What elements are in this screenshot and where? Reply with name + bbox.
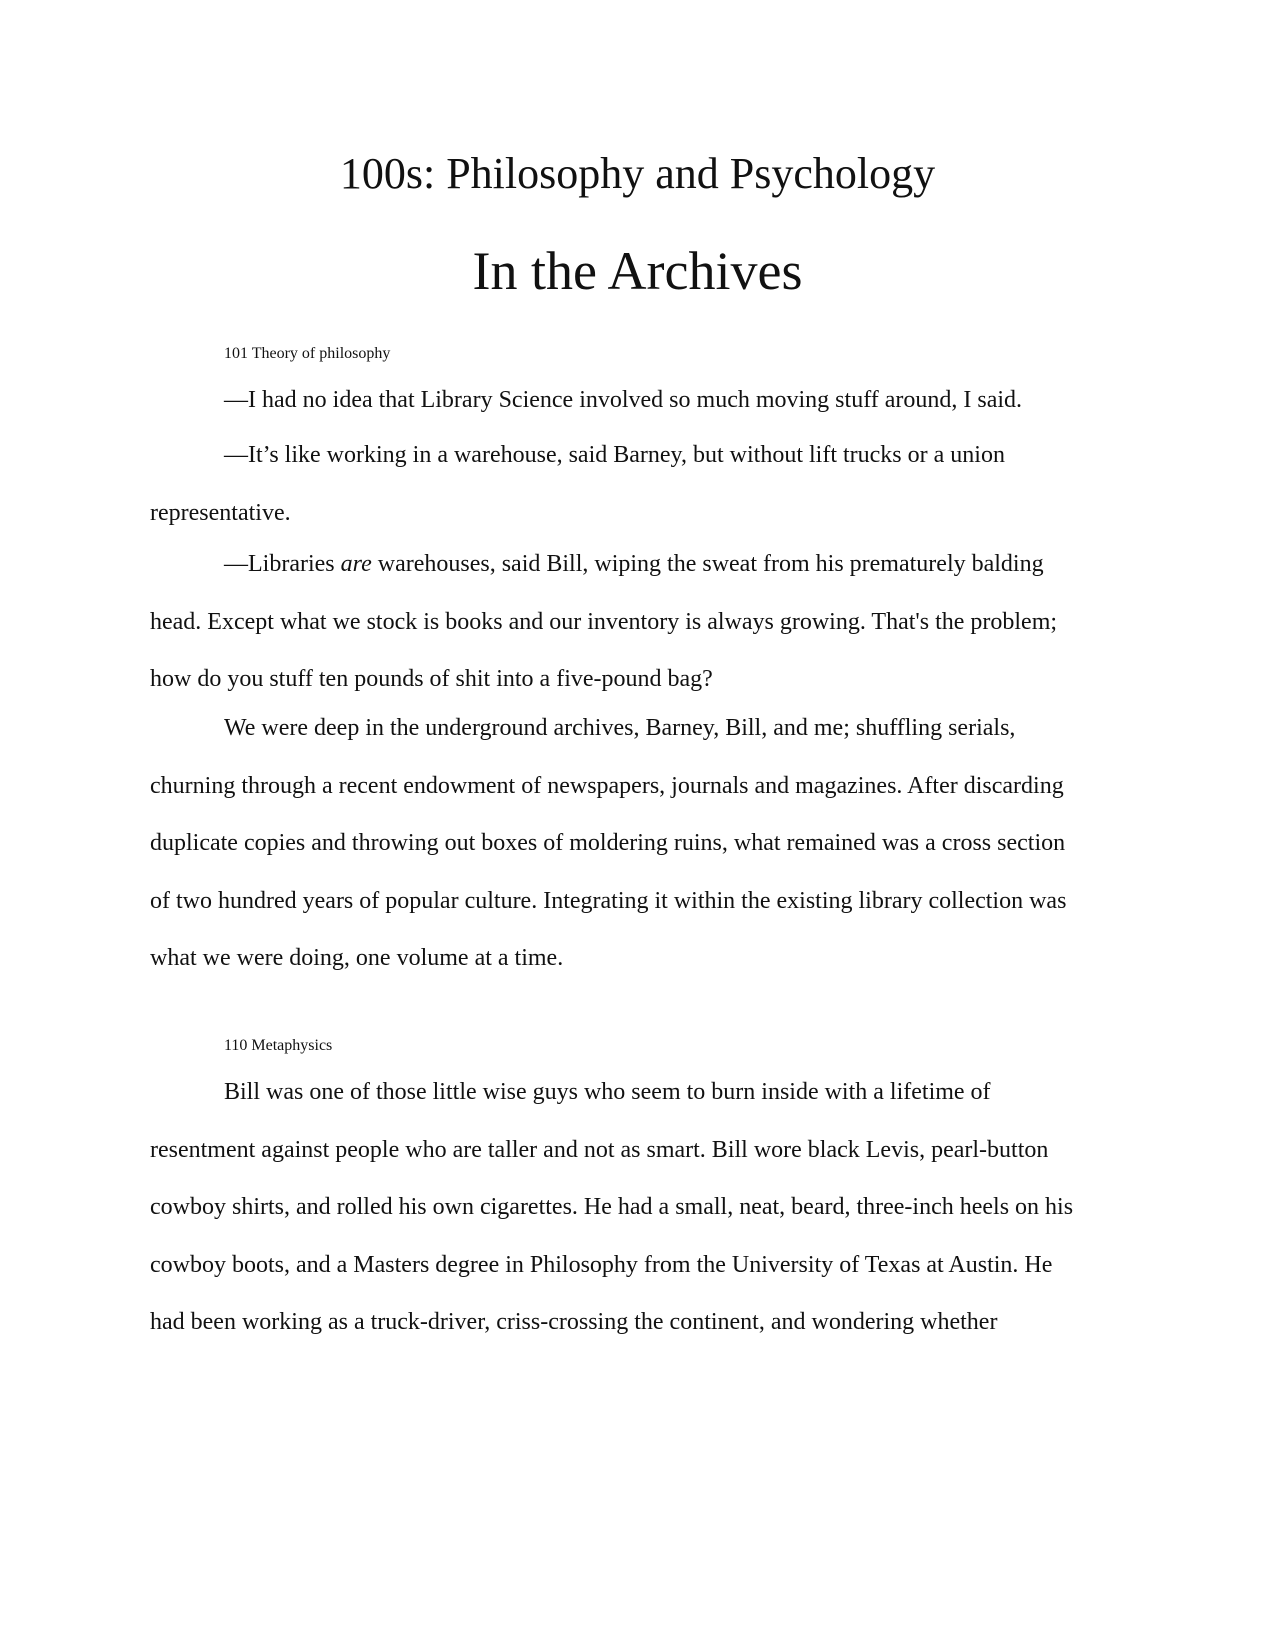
paragraph-line: representative. bbox=[150, 499, 291, 526]
paragraph-line: —I had no idea that Library Science involved so much moving stuff around, I said. bbox=[224, 387, 1023, 413]
italic-emphasis: are bbox=[340, 551, 372, 577]
part-title: 100s: Philosophy and Psychology bbox=[339, 149, 936, 198]
paragraph-line: We were deep in the underground archives, Barney, Bill, and me; shuffling serials, bbox=[224, 715, 1016, 741]
section-label-101: 101 Theory of philosophy bbox=[224, 345, 391, 362]
paragraph-line: Bill was one of those little wise guys who seem to burn inside with a lifetime of bbox=[224, 1079, 991, 1105]
paragraph bbox=[150, 427, 1120, 542]
paragraph-line: resentment against people who are taller and not as smart. Bill wore black Levis, pearl-button bbox=[150, 1136, 1049, 1163]
paragraph-line: head. Except what we stock is books and our inventory is always growing. That's the problem; bbox=[150, 608, 1058, 635]
story-title: In the Archives bbox=[472, 241, 803, 301]
paragraph bbox=[150, 372, 1120, 430]
paragraph-line: cowboy boots, and a Masters degree in Philosophy from the University of Texas at Austin. He bbox=[150, 1251, 1053, 1278]
section-label-110: 110 Metaphysics bbox=[224, 1037, 333, 1054]
text-run: warehouses, said Bill, wiping the sweat from his prematurely balding bbox=[371, 551, 1044, 577]
paragraph-line bbox=[150, 536, 1120, 594]
paragraph-line: of two hundred years of popular culture. Integrating it within the existing library collection was bbox=[150, 887, 1067, 914]
paragraph-line: —It’s like working in a warehouse, said Barney, but without lift trucks or a union bbox=[224, 442, 1005, 468]
paragraph bbox=[150, 1064, 1120, 1352]
paragraph-line: duplicate copies and throwing out boxes of moldering ruins, what remained was a cross section bbox=[150, 830, 1066, 856]
paragraph-line: churning through a recent endowment of newspapers, journals and magazines. After discarding bbox=[150, 772, 1064, 799]
paragraph-line: cowboy shirts, and rolled his own cigarettes. He had a small, neat, beard, three-inch heels on his bbox=[150, 1194, 1074, 1220]
paragraph-line: what we were doing, one volume at a time. bbox=[150, 945, 564, 971]
paragraph-line: how do you stuff ten pounds of shit into a five-pound bag? bbox=[150, 666, 713, 692]
paragraph-line: had been working as a truck-driver, criss-crossing the continent, and wondering whether bbox=[150, 1309, 998, 1335]
paragraph bbox=[150, 536, 1120, 709]
text-run: —Libraries bbox=[224, 551, 341, 577]
paragraph bbox=[150, 700, 1120, 988]
